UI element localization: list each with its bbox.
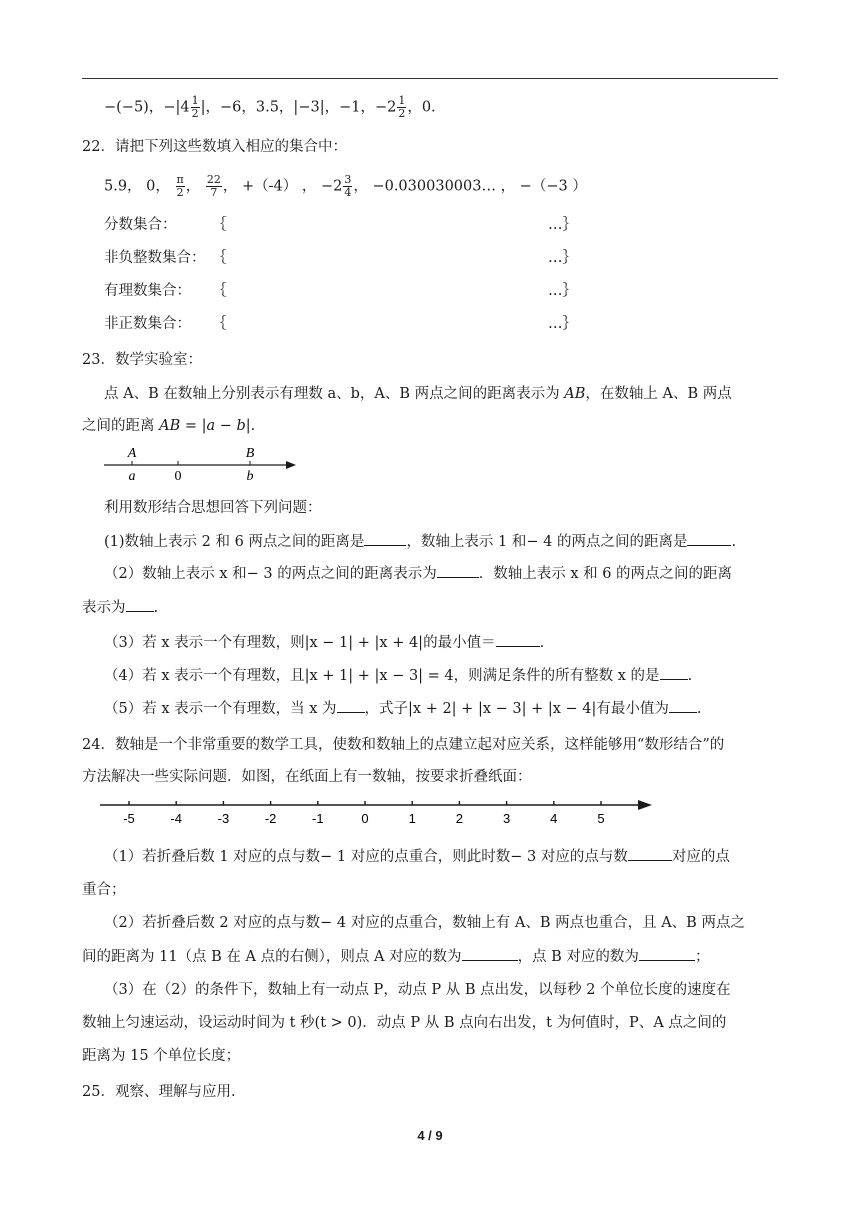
q24-part3-line1: （3）在（2）的条件下，数轴上有一动点 P，动点 P 从 B 点出发，以每秒 2 个单位长度的速度在: [104, 982, 731, 998]
q23-part2-line1: （2）数轴上表示 x 和− 3 的两点之间的距离表示为 ．数轴上表示 x 和 6 的两点之间的距离: [104, 563, 732, 584]
axis-tick-label: -5: [123, 811, 135, 826]
q24-part2-line1: （2）若折叠后数 2 对应的点与数− 4 对应的点重合，数轴上有 A、B 两点也重合，且 A、B 两点之: [104, 915, 745, 931]
answer-blank: [660, 665, 688, 680]
number-list-part: ，0.: [407, 99, 436, 116]
set-close-brace: …｝: [548, 316, 577, 332]
fraction-3-4: $\frac{3}{4}$: [344, 173, 352, 199]
q24-part1-line1: （1）若折叠后数 1 对应的点与数− 1 对应的点重合，则此时数− 3 对应的点与数 对应的点: [104, 846, 730, 867]
axis-tick-label: -2: [264, 811, 277, 826]
fraction: $\frac{1}{2}$: [191, 94, 199, 120]
q24-intro-line2: 方法解决一些实际问题．如图，在纸面上有一数轴，按要求折叠纸面：: [82, 769, 532, 785]
set-close-brace: …｝: [548, 283, 577, 299]
axis-label-a: a: [128, 469, 136, 484]
fraction: $\frac{1}{2}$: [398, 94, 406, 120]
number-list-part: −(−5)，−|4: [104, 99, 190, 116]
q23-part4: （4）若 x 表示一个有理数，且|x + 1| + |x − 3| = 4，则满足条件的所有整数 x 的是 .: [104, 665, 692, 686]
q24-part3-line2: 数轴上匀速运动，设运动时间为 t 秒(t > 0)．动点 P 从 B 点向右出发，t 为何值时，P、A 点之间的: [82, 1015, 727, 1031]
q24-part2-line2: 间的距离为 11（点 B 在 A 点的右侧），则点 A 对应的数为 ，点 B 对应的数为 ；: [82, 946, 709, 967]
previous-question-numbers: [104, 95, 436, 120]
set-row-rational: 有理数集合： ｛ …｝: [104, 283, 577, 299]
axis-tick-label: 2: [455, 811, 464, 826]
axis-label-B: B: [245, 446, 255, 461]
q23-intro-line1: 点 A、B 在数轴上分别表示有理数 a、b，A、B 两点之间的距离表示为 AB，在数轴上 A、B 两点: [104, 386, 732, 402]
set-open-brace: ｛: [212, 316, 227, 332]
answer-blank: [687, 531, 731, 546]
q23-part1: (1)数轴上表示 2 和 6 两点之间的距离是 ，数轴上表示 1 和− 4 的两点之间的距离是 .: [104, 531, 736, 552]
q23-intro-line2: 之间的距离 AB = |a − b|.: [82, 418, 256, 434]
axis-tick-label: -1: [312, 811, 324, 826]
set-row-nonneg-int: 非负整数集合： ｛ …｝: [104, 250, 577, 266]
set-open-brace: ｛: [212, 250, 227, 266]
set-close-brace: …｝: [548, 217, 577, 233]
answer-blank: [462, 946, 518, 961]
axis-tick-label: -4: [170, 811, 182, 826]
answer-blank: [437, 563, 479, 578]
set-row-nonpositive: 非正数集合： ｛ …｝: [104, 316, 577, 332]
axis-tick-label: 0: [361, 811, 369, 826]
axis-label-b: b: [246, 469, 254, 484]
fraction-22-7: $\frac{22}{7}$: [206, 173, 221, 199]
set-close-brace: …｝: [548, 250, 577, 266]
q23-part2-line2: 表示为 .: [82, 597, 158, 618]
answer-blank: [628, 846, 672, 861]
header-rule: [82, 78, 778, 79]
axis-tick-label: 3: [502, 811, 511, 826]
axis-tick-label: 1: [408, 811, 416, 826]
axis-tick-label: -3: [217, 811, 230, 826]
q22-prompt: 22．请把下列这些数填入相应的集合中：: [82, 139, 347, 155]
answer-blank: [496, 632, 540, 647]
q22-number-list: 5.9， 0， $\frac{\pi}{2}$ ， $\frac{22}{7}$ ， +（-4） ， −2 $\frac{3}{4}$ ， −0.030030003… ， −（−3 ）: [104, 173, 587, 199]
q23-part5: （5）若 x 表示一个有理数，当 x 为 ，式子|x + 2| + |x − 3| + |x − 4|有最小值为 .: [104, 698, 702, 719]
axis-label-zero: 0: [174, 469, 182, 484]
answer-blank: [126, 597, 154, 612]
page-number: 4 / 9: [417, 1128, 443, 1143]
answer-blank: [364, 531, 406, 546]
q25-title: 25．观察、理解与应用.: [82, 1084, 236, 1100]
q23-part3: （3）若 x 表示一个有理数，则|x − 1| + |x + 4|的最小值＝ .: [104, 632, 544, 653]
axis-tick-label: 4: [550, 811, 558, 826]
pi-fraction: $\frac{\pi}{2}$: [176, 173, 184, 199]
q23-number-line: [98, 440, 308, 488]
q23-title: 23．数学实验室：: [82, 352, 202, 368]
answer-blank: [337, 698, 365, 713]
axis-tick-label: 5: [597, 811, 605, 826]
set-open-brace: ｛: [212, 217, 227, 233]
number-list-part: |，−6，3.5，|−3|，−1，−2: [200, 99, 397, 116]
q24-part3-line3: 距离为 15 个单位长度；: [82, 1048, 241, 1064]
q24-intro-line1: 24．数轴是一个非常重要的数学工具，使数和数轴上的点建立起对应关系，这样能够用“数形结合”的: [82, 737, 725, 753]
q24-number-line: [96, 794, 656, 830]
answer-blank: [639, 946, 695, 961]
axis-label-A: A: [127, 446, 137, 461]
set-open-brace: ｛: [212, 283, 227, 299]
answer-blank: [669, 698, 697, 713]
q24-part1-line2: 重合；: [82, 882, 126, 898]
set-row-fraction: 分数集合： ｛ …｝: [104, 217, 577, 233]
q23-method: 利用数形结合思想回答下列问题：: [104, 500, 322, 516]
